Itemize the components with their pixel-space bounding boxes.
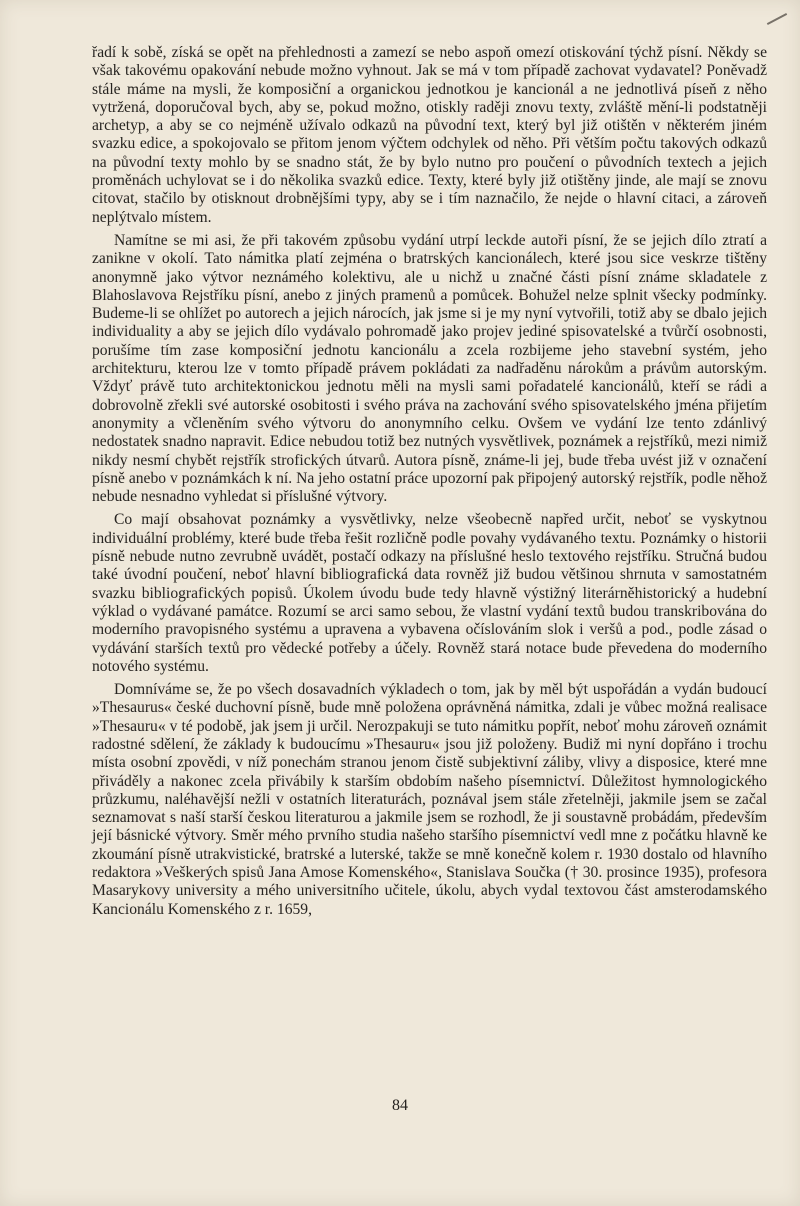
paragraph-1: řadí k sobě, získá se opět na přehlednosti a zamezí se nebo aspoň omezí otiskování týchž písní. Někdy se však takovému opakování nebude možno vyhnout. Jak se má v tom případě zachovat vydavatel? Poněvadž stále máme na mysli, že komposiční a organickou jednotkou je kancionál a ne jednotlivá píseň z něho vytržená, doporučoval bych, aby se, pokud možno, otiskly raději znovu texty, zvláště mění-li podstatněji archetyp, a aby se co nejméně užívalo odkazů na původní text, který byl již otištěn v některém jiném svazku edice, a spokojovalo se přitom jenom výčtem odchylek od něho. Při větším počtu takových odkazů na původní texty mohlo by se snadno stát, že by bylo nutno pro poučení o původních textech a jejich proměnách uchylovat se i do několika svazků edice. Texty, které byly již otištěny jinde, ale mají se znovu citovat, stačilo by otisknout drobnějšími typy, aby se i tím naznačilo, že nejde o hlavní citaci, a zároveň neplýtvalo místem.: [92, 44, 767, 226]
text-block: [92, 44, 767, 924]
corner-mark: [767, 13, 787, 25]
paragraph-3: Co mají obsahovat poznámky a vysvětlivky, nelze všeobecně napřed určit, neboť se vyskytnou individuální problémy, které bude třeba řešit rozličně podle povahy vydávaného textu. Poznámky o historii písně nebude nutno zevrubně uvádět, postačí odkazy na příslušné heslo textového rejstříku. Stručná budou také úvodní poučení, neboť hlavní bibliografická data rovněž již budou většinou shrnuta v samostatném svazku bibliografických popisů. Úkolem úvodu bude tedy hlavně výstižný literárněhistorický a hudební výklad o vydávané památce. Rozumí se arci samo sebou, že vlastní vydání textů budou transkribována do moderního pravopisného systému a upravena a vybavena očíslováním slok i veršů a pod., podle zásad o vydávání starších textů pro vědecké potřeby a účely. Rovněž stará notace bude převedena do moderního notového systému.: [92, 511, 767, 675]
paragraph-4: Domníváme se, že po všech dosavadních výkladech o tom, jak by měl být uspořádán a vydán budoucí »Thesaurus« české duchovní písně, bude mně položena oprávněná námitka, zdali je vůbec možná realisace »Thesauru« v té podobě, jak jsem ji určil. Nerozpakuji se tuto námitku popřít, neboť mohu zároveň oznámit radostné sdělení, že základy k budoucímu »Thesauru« jsou již položeny. Budiž mi nyní dopřáno i trochu místa osobní zpovědi, v níž ponechám stranou jenom čistě subjektivní záliby, vlivy a disposice, které mne přiváděly a nakonec zcela přivábily k starším obdobím našeho písemnictví. Důležitost hymnologického průzkumu, naléhavější nežli v ostatních literaturách, poznával jsem stále zřetelněji, jakmile jsem se začal seznamovat s naší starší českou literaturou a jakmile jsem se rozhodl, že ji soustavně probádám, především její básnické výtvory. Směr mého prvního studia našeho staršího písemnictví vedl mne z počátku hlavně ke zkoumání písně utrakvistické, bratrské a luterské, takže se mně konečně kolem r. 1930 dostalo od hlavního redaktora »Veškerých spisů Jana Amose Komenského«, Stanislava Součka († 30. prosince 1935), profesora Masarykovy university a mého universitního učitele, úkolu, abych vydal textovou část amsterodamského Kancionálu Komenského z r. 1659,: [92, 681, 767, 918]
paragraph-2: Namítne se mi asi, že při takovém způsobu vydání utrpí leckde autoři písní, že se jejich dílo ztratí a zanikne v okolí. Tato námitka platí zejména o bratrských kancionálech, které jsou sice veskrze tištěny anonymně jako výtvor neznámého kolektivu, ale u nichž u značné části písní známe skladatele z Blahoslavova Rejstříku písní, anebo z jiných pramenů a pomůcek. Bohužel nelze splnit všecky podmínky. Budeme-li se ohlížet po autorech a jejich nárocích, jak jsme si je my nyní vytvořili, totiž aby se dbalo jejich individuality a aby se jejich dílo vydávalo pohromadě jako projev jediné spisovatelské a tvůrčí osobnosti, porušíme tím zase komposiční jednotu kancionálu a zcela rozbijeme jeho stavební systém, jeho architekturu, kterou lze v tomto případě právem pokládati za nadřaděnu nárokům a právům autorským. Vždyť právě tuto architektonickou jednotu měli na mysli sami pořadatelé kancionálů, kteří se rádi a dobrovolně zřekli své autorské osobitosti i svého práva na zachování svého spisovatelského jména přijetím anonymity a včleněním svého výtvoru do anonymního celku. Ovšem ve vydání lze tento zdánlivý nedostatek snadno napravit. Edice nebudou totiž bez nutných vysvětlivek, poznámek a rejstříků, mezi nimiž nikdy nesmí chybět rejstřík strofických útvarů. Autora písně, známe-li jej, bude třeba uvést již v označení písně anebo v poznámkách k ní. Na jeho ostatní práce upozorní pak připojený autorský rejstřík, podle něhož nebude nesnadno vyhledat si příslušné výtvory.: [92, 231, 767, 506]
page-number: 84: [392, 1097, 408, 1114]
